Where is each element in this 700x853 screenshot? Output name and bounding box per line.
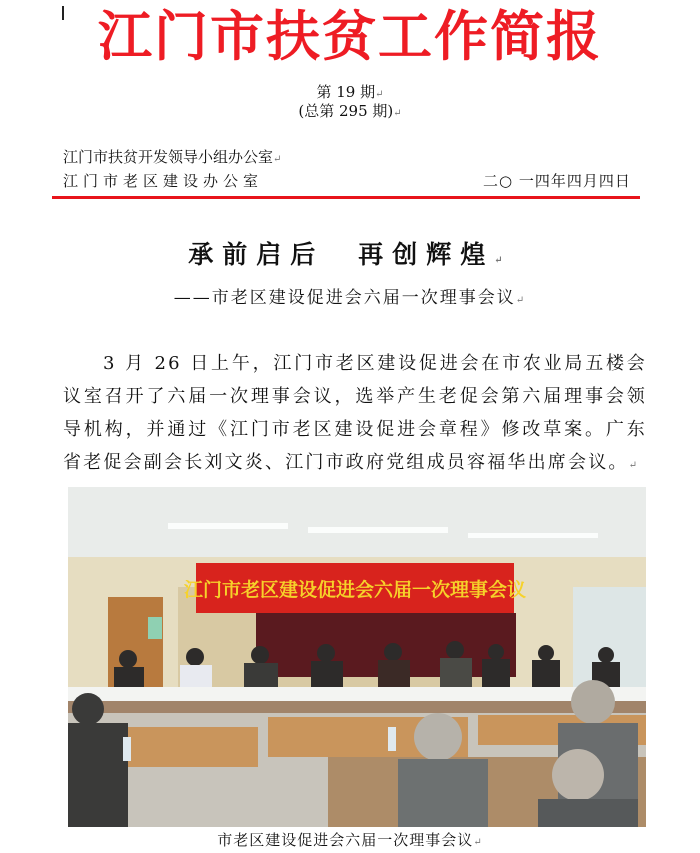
publication-date: 二○ 一四年四月四日	[483, 172, 631, 190]
office-line-2: 江门市老区建设办公室	[63, 172, 264, 190]
paragraph-mark-icon: ↵	[628, 460, 640, 471]
meeting-photo	[68, 487, 646, 827]
paragraph-mark-icon: ↵	[273, 154, 282, 165]
article-title-text: 承前启后 再创辉煌	[188, 240, 495, 269]
red-divider-rule	[52, 196, 640, 199]
paragraph-mark-icon: ↵	[494, 255, 512, 266]
photo-caption-text: 市老区建设促进会六届一次理事会议	[217, 831, 474, 849]
issue-total-text: (总第 295 期)	[298, 102, 394, 120]
issue-total	[0, 101, 700, 124]
article-subtitle	[0, 286, 700, 313]
meeting-photo-illustration	[68, 487, 646, 827]
article-body-text: 3 月 26 日上午，江门市老区建设促进会在市农业局五楼会议室召开了六届一次理事会议，选举产生老促会第六届理事会领导机构，并通过《江门市老区建设促进会章程》修改草案。广东省老促会副会长刘文炎、江门市政府党组成员容福华出席会议。	[63, 353, 647, 473]
article-title	[0, 238, 700, 278]
office-line-1	[63, 146, 281, 171]
banner-text: 江门市老区建设促进会六届一次理事会议	[183, 579, 527, 601]
article-body	[63, 347, 647, 482]
photo-caption	[0, 830, 700, 853]
article-subtitle-text: ——市老区建设促进会六届一次理事会议	[173, 288, 516, 308]
paragraph-mark-icon: ↵	[375, 89, 384, 100]
paragraph-mark-icon: ↵	[393, 108, 402, 119]
paragraph-mark-icon: ↵	[473, 837, 483, 848]
masthead-title: 江门市扶贫工作简报	[98, 5, 602, 68]
paragraph-mark-icon: ↵	[515, 295, 527, 306]
office-line-1-text: 江门市扶贫开发领导小组办公室	[63, 148, 274, 166]
issue-number-text: 第 19 期	[316, 83, 376, 101]
